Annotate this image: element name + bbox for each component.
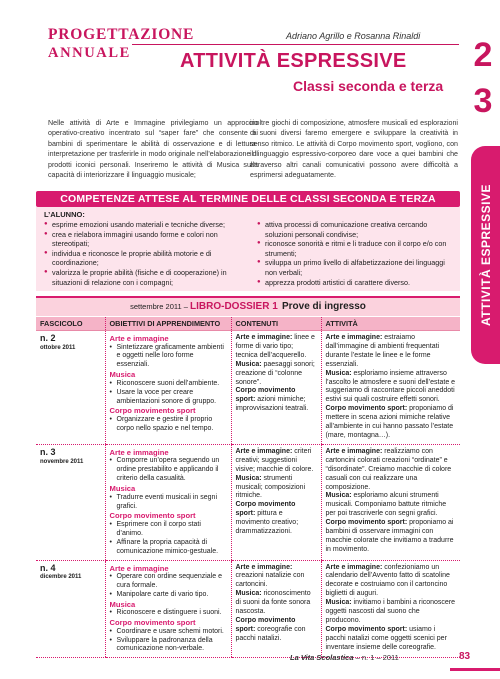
activity-text: proponiamo di mettere in scena azioni mimiche relative all’ambiente in cui hanno passato l’estate (mare, montagna…). — [325, 405, 454, 439]
contenuti-cell — [231, 560, 321, 658]
intro-paragraph-left: Nelle attività di Arte e Immagine privilegiamo un approccio operativo-creativo incentrato sul “saper fare” che consente ai bambini di sperimentare le abilità di osservazione e di lettura-interpretazione per trasferirle in modo originale nell’elaborazione di prodotti iconici personali. Inseriremo le attività di Musica sulla capacità di interiorizzare il linguaggio musicale; — [48, 119, 258, 180]
section-tab-label: ATTIVITÀ ESPRESSIVE — [478, 184, 493, 326]
activity-text: usiamo i pacchi natalizi come oggetti scenici per inventare insieme delle coreografie. — [325, 625, 447, 651]
activity-label: Arte e immagine: — [325, 334, 383, 341]
competenza-item: ● attiva processi di comunicazione creativa cercando soluzioni personali condivise; — [257, 220, 457, 239]
col-header-obiettivi: OBIETTIVI DI APPRENDIMENTO — [105, 317, 231, 331]
activity-label: Musica: — [325, 492, 352, 500]
activity-text: esploriamo insieme attraverso l’ascolto le atmosfere e suoni dell’estate e suggeriamo di raccontare piccoli aneddoti estivi sui quali costruire effetti sonori. — [325, 369, 456, 404]
fascicolo-number: n. 4 — [40, 562, 56, 573]
subject-heading: Corpo movimento sport — [109, 511, 196, 521]
content-text: coreografie con pacchi natalizi. — [235, 625, 306, 642]
activity-label: Corpo movimento sport: — [325, 405, 408, 413]
dossier-label: LIBRO-DOSSIER 1 — [190, 301, 278, 312]
subject-heading: Arte e immagine — [109, 447, 169, 457]
subject-heading: Corpo movimento sport — [109, 618, 196, 628]
grade-numbers — [466, 32, 500, 124]
fascicolo-number: n. 2 — [40, 333, 56, 343]
objective-item: • Esprimere con il corpo stati d’animo. — [110, 521, 227, 539]
activity-text: confezioniamo un calendario dell’Avvento fatto di scatoline decorate e costruiamo con il cartoncino biglietti di auguri. — [325, 563, 450, 598]
obiettivi-cell — [105, 444, 231, 560]
page-number: 83 — [459, 651, 471, 662]
subject-heading: Musica — [109, 370, 136, 380]
content-label: Arte e immagine: — [235, 447, 293, 455]
subject-heading: Corpo movimento sport — [109, 406, 196, 416]
objective-item: • Operare con ordine sequenziale e cura formale. — [110, 573, 227, 591]
content-text: creazioni natalizie con cartoncini. — [235, 572, 305, 589]
section-tab-label-wrap — [471, 146, 500, 364]
page-number-bar — [450, 668, 500, 671]
content-label: Musica: — [235, 360, 262, 368]
brand-annuale: ANNUALE — [48, 45, 131, 61]
content-label: Arte e immagine: — [235, 563, 293, 571]
competenza-item: ● individua e riconosce le proprie abilità motorie e di coordinazione; — [44, 249, 249, 268]
objective-item: • Riconoscere suoni dell’ambiente. — [110, 380, 227, 389]
activity-label: Musica: — [325, 369, 352, 377]
subject-heading: Arte e immagine — [109, 563, 169, 573]
activity-text: realizziamo con cartoncini colorati creazioni “ordinate” e “disordinate”. Creiamo macchie di colore casuali con cui realizzare una composizione. — [325, 447, 452, 491]
planning-table — [36, 317, 460, 658]
activity-label: Corpo movimento sport: — [325, 519, 408, 527]
objective-item: • Sintetizzare graficamente ambienti e oggetti nelle loro forme essenziali. — [110, 344, 227, 371]
alunno-label: L’ALUNNO: — [44, 210, 85, 219]
objective-item: • Tradurre eventi musicali in segni grafici. — [110, 494, 227, 512]
competenza-item: ● riconosce sonorità e ritmi e li traduce con il corpo e/o con strumenti; — [257, 239, 457, 258]
page-subtitle: Classi seconda e terza — [293, 78, 444, 94]
activity-label: Corpo movimento sport: — [325, 625, 408, 633]
magazine-issue: – n. 1 – 2011 — [353, 653, 399, 662]
activity-text: esploriamo alcuni strumenti musicali. Componiamo battute ritmiche per poi trascriverle con segni grafici. — [325, 492, 447, 518]
contenuti-cell — [231, 331, 321, 445]
content-label: Musica: — [235, 474, 262, 482]
grade-2: 2 — [473, 36, 493, 74]
content-label: Musica: — [235, 590, 262, 598]
dossier-title: Prove di ingresso — [281, 301, 366, 312]
competenza-item: ● valorizza le proprie abilità (fisiche e di cooperazione) in situazioni di relazione con i compagni; — [44, 268, 249, 287]
activity-label: Musica: — [325, 599, 352, 607]
intro-paragraph-right: inoltre giochi di composizione, atmosfere musicali ed esplorazioni di suoni diversi faremo emergere e sviluppare la creatività in senso ritmico. Le attività di Corpo movimento sport, vogliono, con il linguaggio espressivo-corporeo dare voce a quei bambini che attraverso altri canali comunicativi possono avere difficoltà a esprimersi adeguatamente. — [250, 119, 458, 180]
page-footer — [290, 653, 399, 662]
grade-3: 3 — [473, 82, 493, 120]
brand-progettazione: PROGETTAZIONE — [48, 26, 195, 43]
col-header-fascicolo: FASCICOLO — [36, 317, 105, 331]
content-label: Corpo movimento sport: — [235, 387, 296, 404]
subject-heading: Musica — [109, 599, 136, 609]
contenuti-cell — [231, 444, 321, 560]
competenza-item: ● esprime emozioni usando materiali e tecniche diverse; — [44, 220, 249, 230]
title-rule — [132, 44, 459, 45]
objective-item: • Comporre un’opera seguendo un ordine prestabilito e applicando il criterio della casualità. — [110, 457, 227, 484]
activity-label: Arte e immagine: — [325, 563, 383, 571]
content-text: paesaggi sonori; creazione di “colonne sonore”. — [235, 360, 315, 386]
content-label: Corpo movimento sport: — [235, 501, 296, 518]
competenze-list-right — [257, 220, 457, 287]
objective-item: • Affinare la propria capacità di comunicazione mimico-gestuale. — [110, 539, 227, 557]
attivita-cell — [321, 444, 460, 560]
attivita-cell — [321, 331, 460, 445]
content-text: pittura e movimento creativo; drammatizzazioni. — [235, 510, 299, 536]
objective-item: • Sviluppare la padronanza della comunicazione non-verbale. — [110, 637, 227, 655]
activity-label: Arte e immagine: — [325, 447, 383, 455]
page-title: ATTIVITÀ ESPRESSIVE — [180, 50, 407, 72]
fascicolo-number: n. 3 — [40, 446, 56, 457]
competenza-item: ● sviluppa un primo livello di alfabetizzazione dei linguaggi non verbali; — [257, 258, 457, 277]
subject-heading: Arte e immagine — [109, 334, 169, 343]
table-row — [36, 560, 460, 658]
activity-text: estraiamo dall’immagine di ambienti frequentati durante l’estate le linee e le forme essenziali. — [325, 334, 440, 368]
fascicolo-cell — [36, 444, 105, 560]
libro-dossier-bar — [36, 296, 460, 316]
content-text: strumenti musicali; composizioni ritmiche. — [235, 474, 306, 500]
objective-item: • Coordinare e usare schemi motori. — [110, 628, 227, 637]
fascicolo-date: novembre 2011 — [40, 458, 84, 465]
magazine-name: La Vita Scolastica — [290, 653, 354, 662]
subject-heading: Musica — [109, 484, 136, 494]
competenze-heading: COMPETENZE ATTESE AL TERMINE DELLE CLASSI SECONDA E TERZA — [60, 193, 436, 205]
table-header-row — [36, 317, 460, 331]
obiettivi-cell — [105, 560, 231, 658]
fascicolo-date: ottobre 2011 — [40, 344, 76, 351]
content-text: criteri creativi; suggestioni visive; macchie di colore. — [235, 447, 314, 473]
activity-text: proponiamo ai bambini di osservare immagini con macchie colorate che invitiamo a tradurre in movimento. — [325, 519, 454, 553]
objective-item: • Organizzare e gestire il proprio corpo nello spazio e nel tempo. — [110, 416, 227, 434]
competenze-list-left — [44, 220, 249, 287]
dossier-date: settembre 2011 – — [130, 302, 190, 311]
fascicolo-date: dicembre 2011 — [40, 574, 82, 581]
objective-item: • Riconoscere e distinguere i suoni. — [110, 609, 227, 618]
authors: Adriano Agrillo e Rosanna Rinaldi — [286, 31, 421, 41]
content-label: Arte e immagine: — [235, 334, 293, 341]
objective-item: • Manipolare carte di vario tipo. — [110, 591, 227, 600]
table-row — [36, 331, 460, 445]
fascicolo-cell — [36, 331, 105, 445]
content-label: Corpo movimento sport: — [235, 616, 296, 633]
col-header-attivita: ATTIVITÀ — [321, 317, 460, 331]
obiettivi-cell — [105, 331, 231, 445]
objective-item: • Usare la voce per creare ambientazioni sonore di gruppo. — [110, 389, 227, 407]
activity-text: invitiamo i bambini a riconoscere oggetti nascosti dal suono che producono. — [325, 599, 456, 624]
col-header-contenuti: CONTENUTI — [231, 317, 321, 331]
competenze-heading-bar — [36, 191, 460, 207]
content-text: riconoscimento di suoni da fonte sonora nascosta. — [235, 590, 311, 616]
content-text: azioni mimiche; improvvisazioni teatrali. — [235, 396, 309, 413]
fascicolo-cell — [36, 560, 105, 658]
content-text: linee e forme di vario tipo; tecnica dell’acquerello. — [235, 334, 315, 359]
attivita-cell — [321, 560, 460, 658]
competenza-item: ● crea e rielabora immagini usando forme e colori non stereotipati; — [44, 230, 249, 249]
competenza-item: ● apprezza prodotti artistici di carattere diverso. — [257, 278, 457, 288]
table-row — [36, 444, 460, 560]
